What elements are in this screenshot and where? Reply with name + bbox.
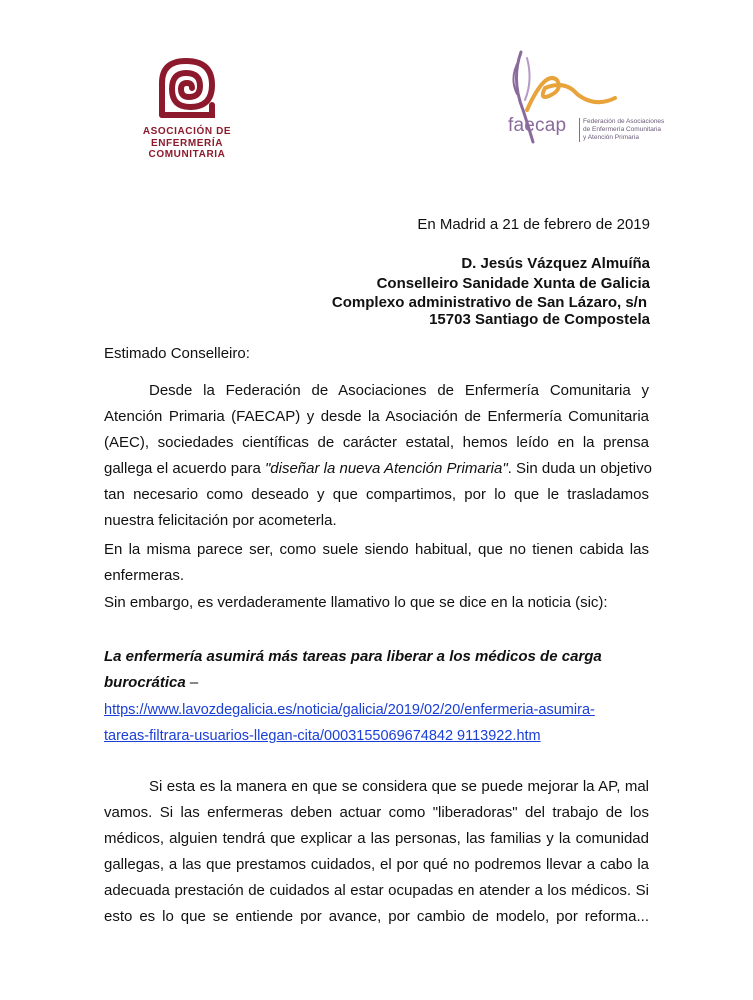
headline-line: La enfermería asumirá más tareas para liberar a los médicos de carga (104, 648, 602, 665)
quoted-phrase: "diseñar la nueva Atención Primaria" (264, 460, 508, 477)
paragraph-line: enfermeras. (104, 567, 185, 584)
paragraph-text: . Sin duda un objetivo (507, 460, 652, 477)
paragraph-line: En la misma parece ser, como suele siendo habitual, que no tienen cabida las (104, 541, 649, 558)
aec-logo (112, 55, 262, 160)
aec-spiral-icon (154, 55, 220, 121)
news-headline (104, 644, 649, 696)
aec-logo-line2: ENFERMERÍA COMUNITARIA (148, 138, 226, 160)
link-line[interactable]: https://www.lavozdegalicia.es/noticia/galicia/2019/02/20/enfermeria-asumira- (104, 702, 595, 718)
paragraph-line: Si esta es la manera en que se considera que se puede mejorar la AP, mal (149, 778, 649, 795)
aec-logo-line1: ASOCIACIÓN DE (142, 126, 232, 137)
recipient-title: Conselleiro Sanidade Xunta de Galicia (376, 275, 650, 292)
paragraph-text: gallega el acuerdo para (104, 460, 265, 477)
paragraph-line: esto es lo que se entiende por avance, por cambio de modelo, por reforma... (104, 908, 649, 925)
letter-date: En Madrid a 21 de febrero de 2019 (417, 216, 650, 233)
paragraph-line: gallegas, a las que prestamos cuidados, el por qué no podremos llevar a cabo la (104, 856, 649, 873)
recipient-city: 15703 Santiago de Compostela (429, 311, 650, 328)
faecap-subtitle-line: de Enfermería Comunitaria (583, 126, 662, 133)
paragraph-3: Sin embargo, es verdaderamente llamativo lo que se dice en la noticia (sic): (104, 594, 608, 611)
headline-text: burocrática (104, 674, 186, 691)
recipient-address: Complexo administrativo de San Lázaro, s/n (331, 294, 647, 311)
paragraph-4 (104, 774, 649, 930)
faecap-wordmark: faecap (508, 115, 567, 136)
paragraph-2 (104, 537, 649, 589)
paragraph-1 (104, 378, 652, 534)
faecap-logo (505, 50, 665, 155)
paragraph-line: adecuada prestación de cuidados al estar ocupadas en atender a los médicos. Si (104, 882, 649, 899)
headline-line (104, 670, 649, 696)
paragraph-line: nuestra felicitación por acometerla. (104, 512, 337, 529)
paragraph-line: (AEC), sociedades científicas de carácter estatal, hemos leído en la prensa (104, 434, 649, 451)
paragraph-line: tan necesario como deseado y que compartimos, por lo que le trasladamos (104, 486, 649, 503)
salutation: Estimado Conselleiro: (104, 345, 250, 362)
faecap-subtitle (579, 118, 668, 142)
recipient-name: D. Jesús Vázquez Almuíña (461, 255, 650, 272)
paragraph-line: médicos, alguien tendrá que explicar a las personas, las familias y la comunidad (104, 830, 649, 847)
paragraph-line (104, 456, 652, 482)
faecap-subtitle-line: Federación de Asociaciones (583, 118, 665, 125)
headline-dash: – (185, 674, 199, 691)
paragraph-line: Desde la Federación de Asociaciones de Enfermería Comunitaria y (149, 382, 649, 399)
faecap-subtitle-line: y Atención Primaria (583, 134, 639, 141)
link-line[interactable]: tareas-filtrara-usuarios-llegan-cita/0003155069674842 9113922.htm (104, 728, 541, 744)
paragraph-line: vamos. Si las enfermeras deben actuar como "liberadoras" del trabajo de los (104, 804, 649, 821)
news-link[interactable] (104, 697, 649, 749)
paragraph-line: Atención Primaria (FAECAP) y desde la Asociación de Enfermería Comunitaria (104, 408, 649, 425)
